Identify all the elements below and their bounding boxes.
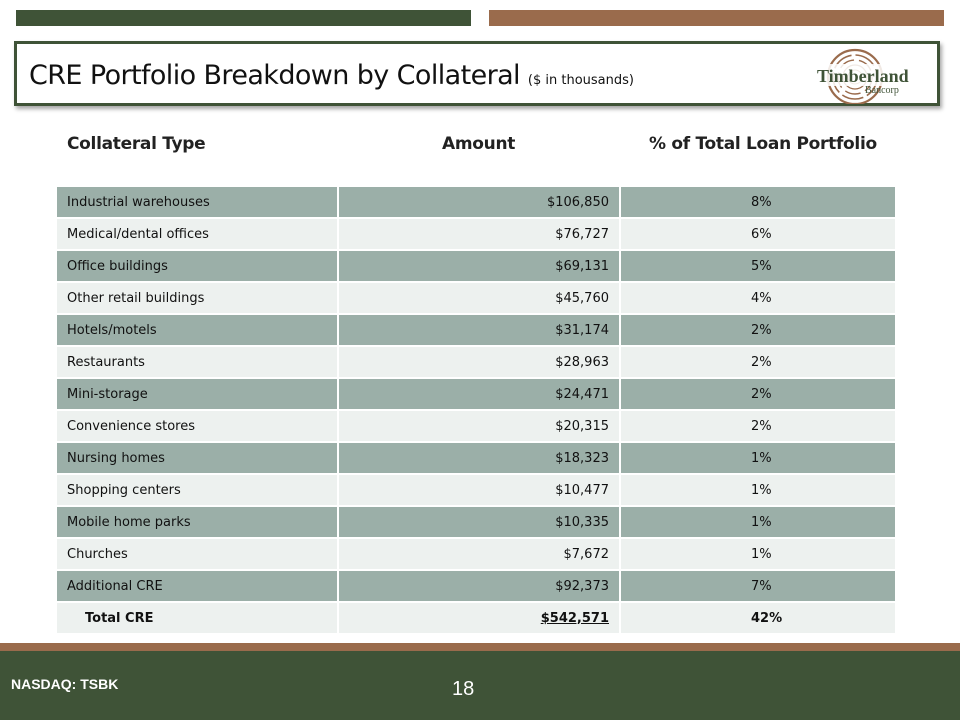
cell-type: Convenience stores (57, 410, 338, 442)
cell-amount: $45,760 (338, 282, 620, 314)
header-collateral-type: Collateral Type (67, 134, 206, 154)
table-row (57, 218, 896, 250)
header-percent: % of Total Loan Portfolio (649, 134, 877, 154)
table-row (57, 187, 896, 218)
cell-percent: 1% (620, 474, 896, 506)
cell-amount: $20,315 (338, 410, 620, 442)
cell-type: Restaurants (57, 346, 338, 378)
total-percent: 42% (620, 602, 896, 634)
cell-amount: $10,335 (338, 506, 620, 538)
table-row (57, 474, 896, 506)
cell-type: Churches (57, 538, 338, 570)
table-row (57, 570, 896, 602)
timberland-logo (797, 46, 927, 104)
cell-percent: 1% (620, 538, 896, 570)
footer-divider (0, 643, 960, 651)
total-amount-cell (338, 602, 620, 634)
page-number: 18 (452, 678, 475, 700)
cell-type: Mini-storage (57, 378, 338, 410)
cell-percent: 5% (620, 250, 896, 282)
cell-amount: $28,963 (338, 346, 620, 378)
table-row (57, 410, 896, 442)
cell-percent: 2% (620, 378, 896, 410)
total-amount: $542,571 (540, 610, 609, 626)
cell-percent: 2% (620, 314, 896, 346)
table-row (57, 506, 896, 538)
table-row (57, 314, 896, 346)
total-row (57, 602, 896, 634)
table-row (57, 346, 896, 378)
table-row (57, 250, 896, 282)
cell-amount: $76,727 (338, 218, 620, 250)
cell-amount: $31,174 (338, 314, 620, 346)
cell-amount: $69,131 (338, 250, 620, 282)
title-box (14, 41, 940, 106)
title-subtitle: ($ in thousands) (527, 73, 634, 88)
cell-type: Office buildings (57, 250, 338, 282)
cell-type: Hotels/motels (57, 314, 338, 346)
cell-type: Mobile home parks (57, 506, 338, 538)
cell-percent: 8% (620, 187, 896, 218)
top-bar-green (16, 10, 471, 26)
cell-percent: 7% (620, 570, 896, 602)
cell-amount: $18,323 (338, 442, 620, 474)
cell-percent: 4% (620, 282, 896, 314)
slide-title (29, 60, 634, 91)
cell-percent: 6% (620, 218, 896, 250)
table-row (57, 378, 896, 410)
table-row (57, 282, 896, 314)
total-label: Total CRE (57, 602, 338, 634)
cell-amount: $7,672 (338, 538, 620, 570)
cell-amount: $92,373 (338, 570, 620, 602)
logo-tagline: Bancorp (865, 85, 899, 96)
cell-type: Industrial warehouses (57, 187, 338, 218)
top-bar-brown (489, 10, 944, 26)
cell-percent: 1% (620, 442, 896, 474)
cell-percent: 2% (620, 410, 896, 442)
title-main: CRE Portfolio Breakdown by Collateral (29, 60, 520, 91)
footer-bar (0, 651, 960, 720)
cell-type: Shopping centers (57, 474, 338, 506)
ticker-label: NASDAQ: TSBK (11, 676, 119, 692)
cell-amount: $10,477 (338, 474, 620, 506)
cell-type: Nursing homes (57, 442, 338, 474)
cre-portfolio-table (57, 187, 897, 635)
cell-percent: 2% (620, 346, 896, 378)
cell-amount: $24,471 (338, 378, 620, 410)
table-row (57, 538, 896, 570)
cell-percent: 1% (620, 506, 896, 538)
cell-type: Additional CRE (57, 570, 338, 602)
cell-type: Other retail buildings (57, 282, 338, 314)
cell-type: Medical/dental offices (57, 218, 338, 250)
table-row (57, 442, 896, 474)
header-amount: Amount (442, 134, 516, 154)
cell-amount: $106,850 (338, 187, 620, 218)
logo-wordmark: Timberland (817, 66, 909, 86)
